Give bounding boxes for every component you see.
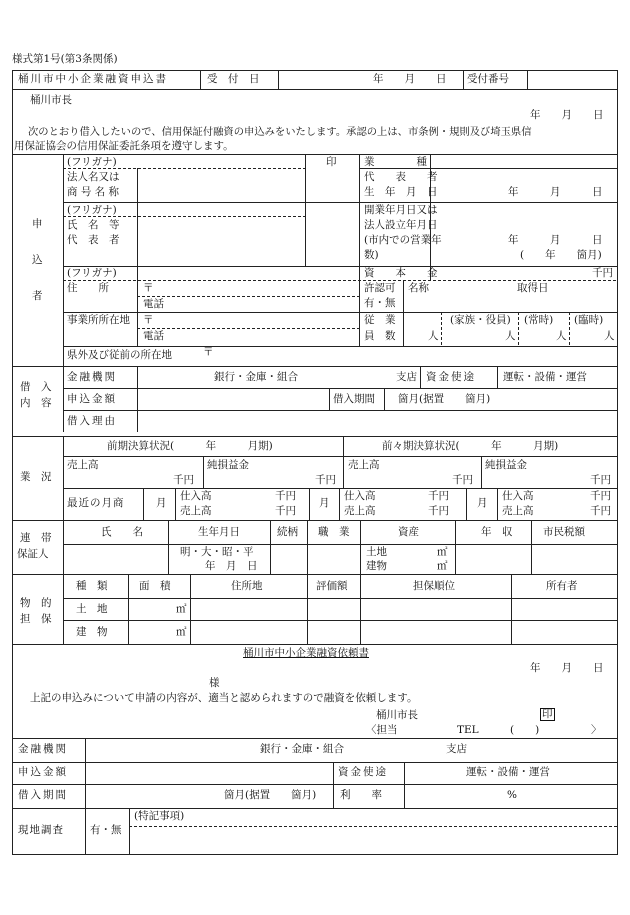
founded-years[interactable]: ( 年 箇月) <box>520 249 602 261</box>
furigana-label-3: (フリガナ) <box>67 267 117 279</box>
g-eras[interactable]: 明・大・昭・平 <box>180 546 254 558</box>
g-tax-header: 市民税額 <box>543 526 585 538</box>
employees-regular: (常時) <box>524 314 554 326</box>
b-survey-value[interactable]: 有・無 <box>90 824 122 836</box>
founded-date[interactable]: 年 月 日 <box>508 234 603 246</box>
guarantor-side-2: 保証人 <box>17 548 49 560</box>
license-label-1: 許認可 <box>364 282 396 294</box>
address-postal: 〒 <box>143 282 154 294</box>
b-notes-label: (特記事項) <box>134 810 185 822</box>
office-label: 事業所所在地 <box>67 314 130 326</box>
c-value-header: 評価額 <box>316 580 348 592</box>
sales-2: 売上高 <box>344 505 376 517</box>
b-bank-label: 金融機関 <box>18 743 68 755</box>
applicant-side-3: 者 <box>32 290 43 302</box>
collateral-side-2: 担 保 <box>20 613 52 625</box>
request-seal: 印 <box>542 708 553 720</box>
g-land: 土地 <box>366 546 387 558</box>
c-land-unit: ㎡ <box>176 603 187 615</box>
loan-reason-label: 借入理由 <box>67 415 117 427</box>
furigana-label: (フリガナ) <box>67 156 117 168</box>
b-period-label: 借入期間 <box>18 789 68 801</box>
c-building: 建 物 <box>76 626 108 638</box>
loan-side-1: 借 入 <box>20 381 52 393</box>
g-building: 建物 <box>366 560 387 572</box>
g-job-header: 職 業 <box>318 526 350 538</box>
outside-postal: 〒 <box>203 346 214 358</box>
loan-bank-value[interactable]: 銀行・金庫・組合 <box>214 371 298 383</box>
loan-period-label: 借入期間 <box>333 393 375 405</box>
g-birth-header: 生年月日 <box>198 526 240 538</box>
license-name-label: 名称 <box>408 282 429 294</box>
request-sama: 様 <box>209 677 220 689</box>
office-tel: 電話 <box>143 330 164 342</box>
prev-profit-unit: 千円 <box>315 474 336 486</box>
employees-unit-4: 人 <box>604 330 615 342</box>
receipt-date-field[interactable]: 年 月 日 <box>373 73 447 85</box>
rep-birth-date[interactable]: 年 月 日 <box>508 186 603 198</box>
founded-label-2: 法人設立年月日 <box>364 219 438 231</box>
g-building-unit: ㎡ <box>437 560 448 572</box>
guarantor-side-1: 連 帯 <box>20 532 52 544</box>
purchase-1: 仕入高 <box>180 490 212 502</box>
g-name-header: 氏 名 <box>101 526 143 538</box>
application-date[interactable]: 年 月 日 <box>530 109 604 121</box>
month-2: 月 <box>319 497 330 509</box>
intro-line-2: 用保証協会の信用保証委託条項を遵守します。 <box>14 140 234 152</box>
c-building-unit: ㎡ <box>176 626 187 638</box>
contact-open: 〈担当 <box>366 724 398 736</box>
recent-monthly-label: 最近の月商 <box>67 497 125 509</box>
c-location-header: 住所地 <box>231 580 263 592</box>
loan-amount-label: 申込金額 <box>67 393 117 405</box>
month-1: 月 <box>156 497 167 509</box>
b-branch: 支店 <box>446 743 467 755</box>
address-label: 住 所 <box>67 282 109 294</box>
prev-sales-label: 売上高 <box>67 459 99 471</box>
founded-label-4: 数) <box>364 249 379 261</box>
results-side: 業 況 <box>20 471 52 483</box>
corp-name-label-1: 法人名又は <box>67 171 120 183</box>
prev-sales-unit: 千円 <box>173 474 194 486</box>
founded-label-1: 開業年月日又は <box>364 204 438 216</box>
sales-2-unit: 千円 <box>428 505 449 517</box>
prevprev-sales-label: 売上高 <box>348 459 380 471</box>
g-land-unit: ㎡ <box>437 546 448 558</box>
prevprev-profit-unit: 千円 <box>590 474 611 486</box>
loan-use-label: 資金使途 <box>426 371 476 383</box>
loan-period-value[interactable]: 箇月(据置 箇月) <box>398 393 491 405</box>
rep-label-2: 生 年 月 日 <box>364 186 438 198</box>
loan-use-value[interactable]: 運転・設備・運営 <box>503 371 587 383</box>
loan-branch: 支店 <box>396 371 417 383</box>
prev-period: 前期決算状況( 年 月期) <box>107 440 273 452</box>
license-date-label: 取得日 <box>517 282 549 294</box>
g-ymd: 年 月 日 <box>205 560 258 572</box>
applicant-side-2: 込 <box>32 254 43 266</box>
form-title: 桶川市中小企業融資申込書 <box>18 73 168 85</box>
contact-tel: TEL <box>457 724 479 736</box>
applicant-side-1: 申 <box>32 218 43 230</box>
license-label-2[interactable]: 有・無 <box>364 297 396 309</box>
outside-address-label: 県外及び従前の所在地 <box>67 349 172 361</box>
seal-mark: 印 <box>326 156 337 168</box>
g-income-header: 年 収 <box>481 526 513 538</box>
employees-unit-2: 人 <box>505 330 516 342</box>
request-title: 桶川市中小企業融資依頼書 <box>243 647 369 659</box>
c-kind-header: 種 類 <box>76 580 108 592</box>
loan-bank-label: 金融機関 <box>67 371 117 383</box>
employees-temp: (臨時) <box>574 314 604 326</box>
addressee: 桶川市長 <box>30 94 72 106</box>
employees-label-2: 員 数 <box>364 330 396 342</box>
c-rank-header: 担保順位 <box>413 580 455 592</box>
b-amount-label: 申込金額 <box>18 766 68 778</box>
month-3: 月 <box>477 497 488 509</box>
form-number: 様式第1号(第3条関係) <box>12 53 118 65</box>
prev-profit-label: 純損益金 <box>207 459 249 471</box>
employees-family: (家族・役員) <box>450 314 511 326</box>
address-tel: 電話 <box>143 298 164 310</box>
g-asset-header: 資産 <box>398 526 419 538</box>
c-area-header: 面 積 <box>139 580 171 592</box>
person-name-label-2: 代 表 者 <box>67 234 120 246</box>
sales-3: 売上高 <box>502 505 534 517</box>
contact-close: 〉 <box>591 724 602 736</box>
g-relation-header: 続柄 <box>277 526 298 538</box>
b-survey-label: 現地調査 <box>18 824 64 836</box>
rep-label-1: 代 表 者 <box>364 171 438 183</box>
b-bank-value[interactable]: 銀行・金庫・組合 <box>260 743 344 755</box>
collateral-side-1: 物 的 <box>20 597 52 609</box>
capital-unit: 千円 <box>592 267 613 279</box>
request-date[interactable]: 年 月 日 <box>530 662 604 674</box>
request-mayor: 桶川市長 <box>376 709 418 721</box>
industry-label: 業 種 <box>364 156 427 168</box>
b-use-value[interactable]: 運転・設備・運営 <box>466 766 550 778</box>
prevprev-profit-label: 純損益金 <box>485 459 527 471</box>
b-rate-label: 利 率 <box>340 789 382 801</box>
b-period-value[interactable]: 箇月(据置 箇月) <box>224 789 317 801</box>
founded-label-3: (市内での営業年 <box>364 234 442 246</box>
purchase-1-unit: 千円 <box>275 490 296 502</box>
intro-line-1: 次のとおり借入したいので、信用保証付融資の申込みをいたします。承認の上は、市条例・規則及び埼玉県信 <box>28 126 532 138</box>
receipt-number-label: 受付番号 <box>467 73 509 85</box>
purchase-2-unit: 千円 <box>428 490 449 502</box>
office-postal: 〒 <box>143 314 154 326</box>
sales-1: 売上高 <box>180 505 212 517</box>
capital-label: 資 本 金 <box>364 267 438 279</box>
prevprev-period: 前々期決算状況( 年 月期) <box>382 440 559 452</box>
contact-tel-paren: ( ) <box>510 724 540 736</box>
purchase-2: 仕入高 <box>344 490 376 502</box>
sales-1-unit: 千円 <box>275 505 296 517</box>
prevprev-sales-unit: 千円 <box>452 474 473 486</box>
employees-label-1: 従 業 <box>364 314 396 326</box>
person-name-label-1: 氏 名 等 <box>67 219 120 231</box>
c-land: 土 地 <box>76 603 108 615</box>
request-body: 上記の申込みについて申請の内容が、適当と認められますので融資を依頼します。 <box>30 692 418 704</box>
b-use-label: 資金使途 <box>338 766 388 778</box>
employees-unit-1: 人 <box>428 330 439 342</box>
purchase-3: 仕入高 <box>502 490 534 502</box>
c-owner-header: 所有者 <box>546 580 578 592</box>
receipt-date-label: 受 付 日 <box>207 73 260 85</box>
employees-unit-3: 人 <box>556 330 567 342</box>
loan-side-2: 内 容 <box>20 397 52 409</box>
purchase-3-unit: 千円 <box>590 490 611 502</box>
b-rate-unit: % <box>507 789 517 801</box>
sales-3-unit: 千円 <box>590 505 611 517</box>
furigana-label-2: (フリガナ) <box>67 204 117 216</box>
corp-name-label-2: 商 号 名 称 <box>67 186 120 198</box>
